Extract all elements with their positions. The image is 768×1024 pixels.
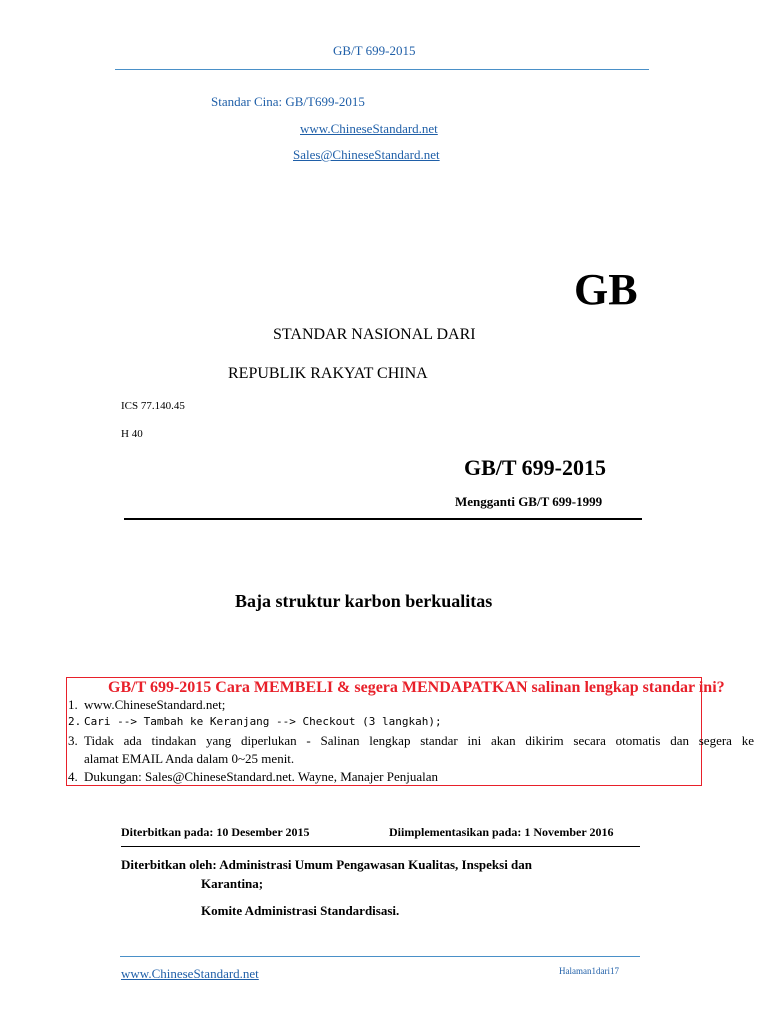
header-code: GB/T 699-2015 [333, 43, 416, 58]
intro-label: Standar Cina: GB/T699-2015 [211, 94, 365, 109]
title-divider [124, 518, 642, 520]
issued-date: Diterbitkan pada: 10 Desember 2015 [121, 825, 310, 839]
gb-logo: GB [574, 265, 638, 314]
purchase-step-3-continued: alamat EMAIL Anda dalam 0~25 menit. [84, 751, 295, 766]
purchase-step-4 [68, 769, 438, 785]
national-line1: STANDAR NASIONAL DARI [273, 326, 476, 343]
step-text[interactable]: www.ChineseStandard.net; [84, 697, 226, 712]
intro-email-link[interactable]: Sales@ChineseStandard.net [293, 147, 440, 162]
step-text: Dukungan: Sales@ChineseStandard.net. Wayne, Manajer Penjualan [84, 769, 439, 784]
issued-by-line2: Karantina; [201, 876, 264, 891]
step-number: 3. [68, 733, 78, 748]
issued-by-line1: Diterbitkan oleh: Administrasi Umum Pengawasan Kualitas, Inspeksi dan [121, 857, 533, 872]
purchase-step-3 [68, 733, 754, 749]
purchase-step-2 [68, 715, 442, 728]
purchase-step-1 [68, 697, 225, 713]
dates-divider [121, 846, 640, 847]
doc-title: Baja struktur karbon berkualitas [235, 591, 493, 611]
header-divider [115, 69, 649, 70]
national-line2: REPUBLIK RAKYAT CHINA [228, 365, 428, 382]
step-number: 4. [68, 769, 78, 784]
classification-code: H 40 [121, 428, 143, 440]
implemented-date: Diimplementasikan pada: 1 November 2016 [389, 825, 614, 839]
intro-website-link[interactable]: www.ChineseStandard.net [300, 121, 438, 136]
ics-code: ICS 77.140.45 [121, 400, 185, 412]
footer-page-number: Halaman1dari17 [559, 966, 619, 976]
footer-website-link[interactable]: www.ChineseStandard.net [121, 966, 259, 981]
step-number: 1. [68, 697, 78, 712]
footer-divider [120, 956, 640, 957]
step-text: Tidak ada tindakan yang diperlukan - Salinan lengkap standar ini akan dikirim secara otomatis dan segera ke [84, 733, 754, 748]
replaces-text: Mengganti GB/T 699-1999 [455, 494, 603, 509]
issued-by-line3: Komite Administrasi Standardisasi. [201, 903, 400, 918]
doc-code: GB/T 699-2015 [464, 455, 607, 480]
step-text: Cari --> Tambah ke Keranjang --> Checkout (3 langkah); [84, 715, 442, 728]
step-number: 2. [68, 715, 82, 728]
purchase-title: GB/T 699-2015 Cara MEMBELI & segera MENDAPATKAN salinan lengkap standar ini? [108, 679, 725, 696]
